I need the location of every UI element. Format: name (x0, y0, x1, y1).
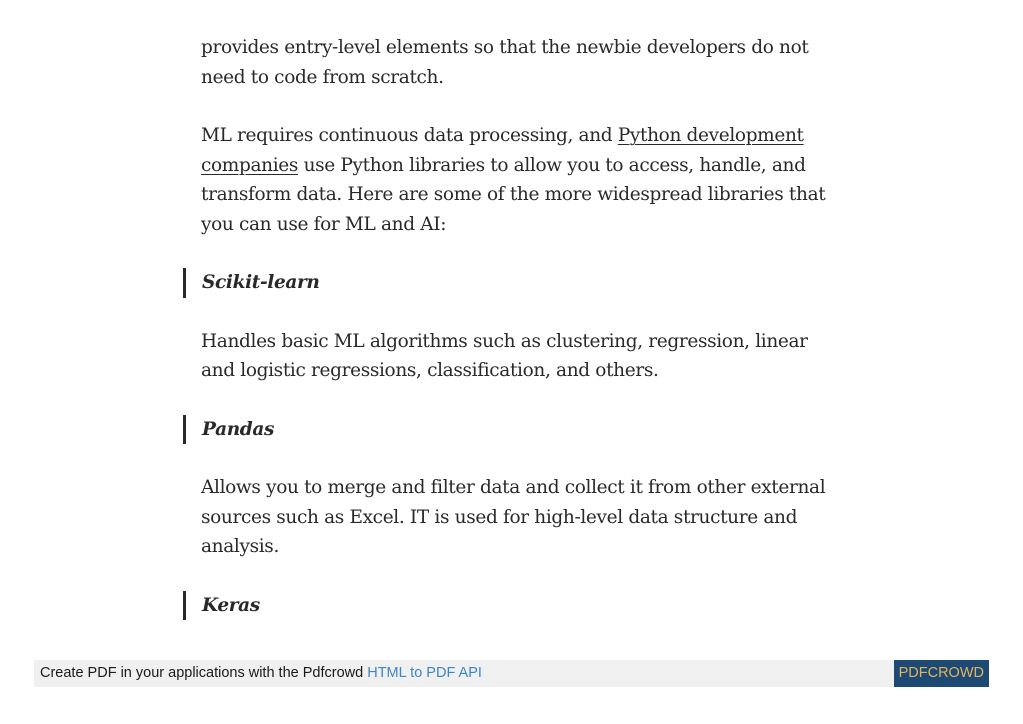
paragraph-ml-data-processing (201, 121, 831, 239)
heading-keras: Keras (183, 591, 831, 621)
paragraph-pandas: Allows you to merge and filter data and collect it from other external sources such as Excel. IT is used for high-level data structure and analysis. (201, 477, 826, 557)
footer-caption: Create PDF in your applications with the Pdfcrowd (40, 665, 368, 681)
python-development-companies-link[interactable]: Python development companies (201, 125, 804, 176)
heading-scikit-learn: Scikit-learn (183, 268, 831, 298)
paragraph-intro-continuation: provides entry-level elements so that the newbie developers do not need to code from scratch. (201, 37, 809, 88)
footer-text (40, 665, 482, 681)
paragraph-text: ML requires continuous data processing, and (201, 125, 618, 146)
paragraph-scikit-learn: Handles basic ML algorithms such as clustering, regression, linear and logistic regressions, classification, and others. (201, 330, 808, 381)
article-body (201, 33, 831, 649)
pdfcrowd-footer-bar (34, 660, 989, 687)
html-to-pdf-api-link[interactable]: HTML to PDF API (367, 665, 482, 681)
paragraph-text: use Python libraries to allow you to access, handle, and transform data. Here are some of the more widespread libraries that you can use for ML and AI: (201, 154, 826, 235)
pdfcrowd-brand-button[interactable]: PDFCROWD (894, 660, 989, 687)
heading-pandas: Pandas (183, 415, 831, 445)
